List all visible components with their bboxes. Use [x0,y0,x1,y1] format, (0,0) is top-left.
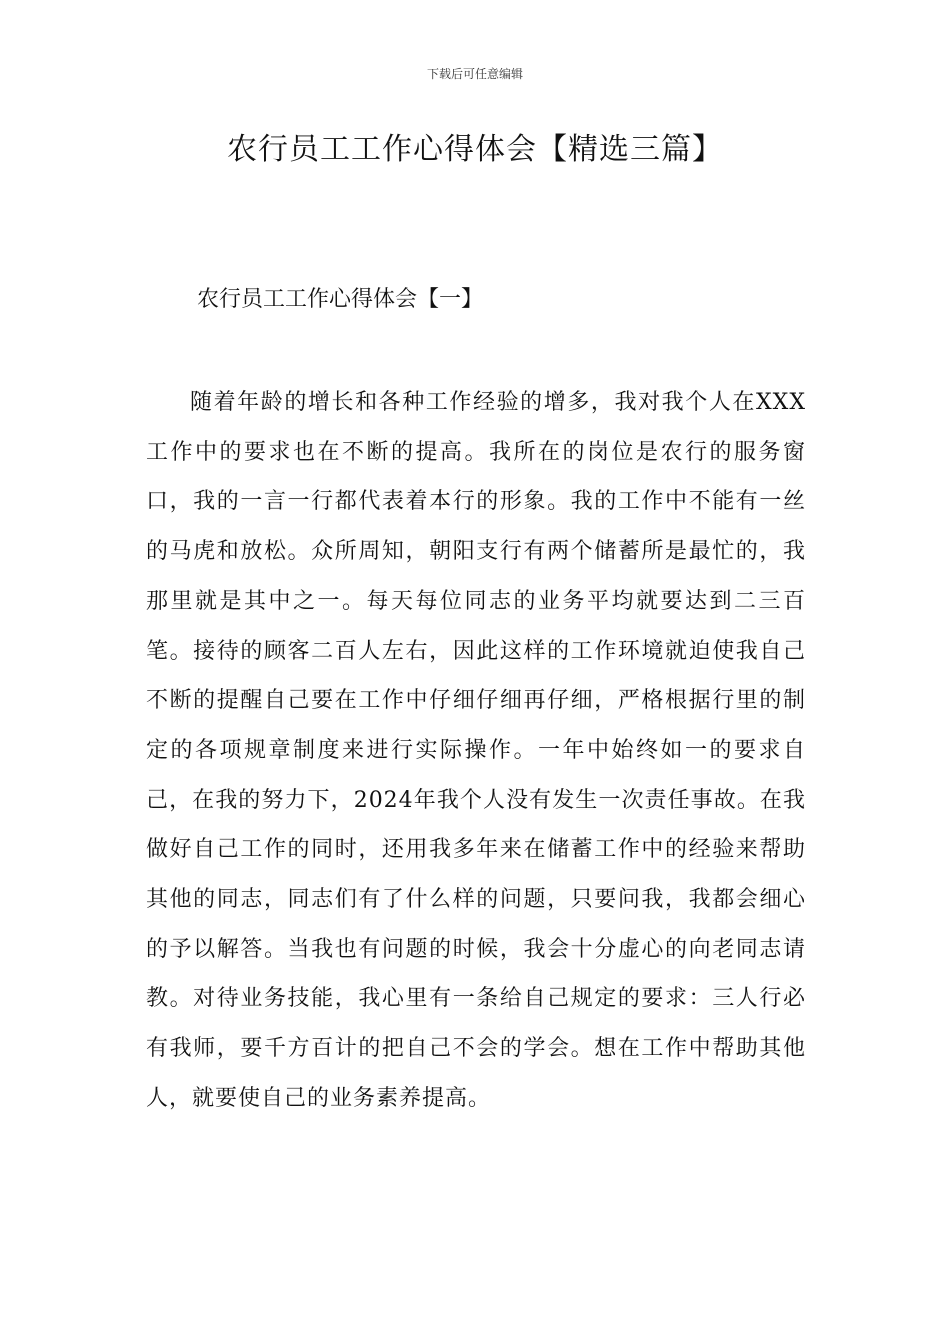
header-note: 下载后可任意编辑 [426,67,523,81]
body-paragraph: 随着年龄的增长和各种工作经验的增多，我对我个人在XXX工作中的要求也在不断的提高。我所在的岗位是农行的服务窗口，我的一言一行都代表着本行的形象。我的工作中不能有一丝的马虎和放松。众所周知，朝阳支行有两个储蓄所是最忙的，我那里就是其中之一。每天每位同志的业务平均就要达到二三百笔。接待的顾客二百人左右，因此这样的工作环境就迫使我自己不断的提醒自己要在工作中仔细仔细再仔细，严格根据行里的制定的各项规章制度来进行实际操作。一年中始终如一的要求自己，在我的努力下，2024年我个人没有发生一次责任事故。在我做好自己工作的同时，还用我多年来在储蓄工作中的经验来帮助其他的同志，同志们有了什么样的问题，只要问我，我都会细心的予以解答。当我也有问题的时候，我会十分虚心的向老同志请教。对待业务技能，我心里有一条给自己规定的要求：三人行必有我师，要千方百计的把自己不会的学会。想在工作中帮助其他人，就要使自己的业务素养提高。 [146,390,806,1111]
document-title: 农行员工工作心得体会【精选三篇】 [227,132,723,167]
section-heading: 农行员工工作心得体会【一】 [197,287,484,312]
